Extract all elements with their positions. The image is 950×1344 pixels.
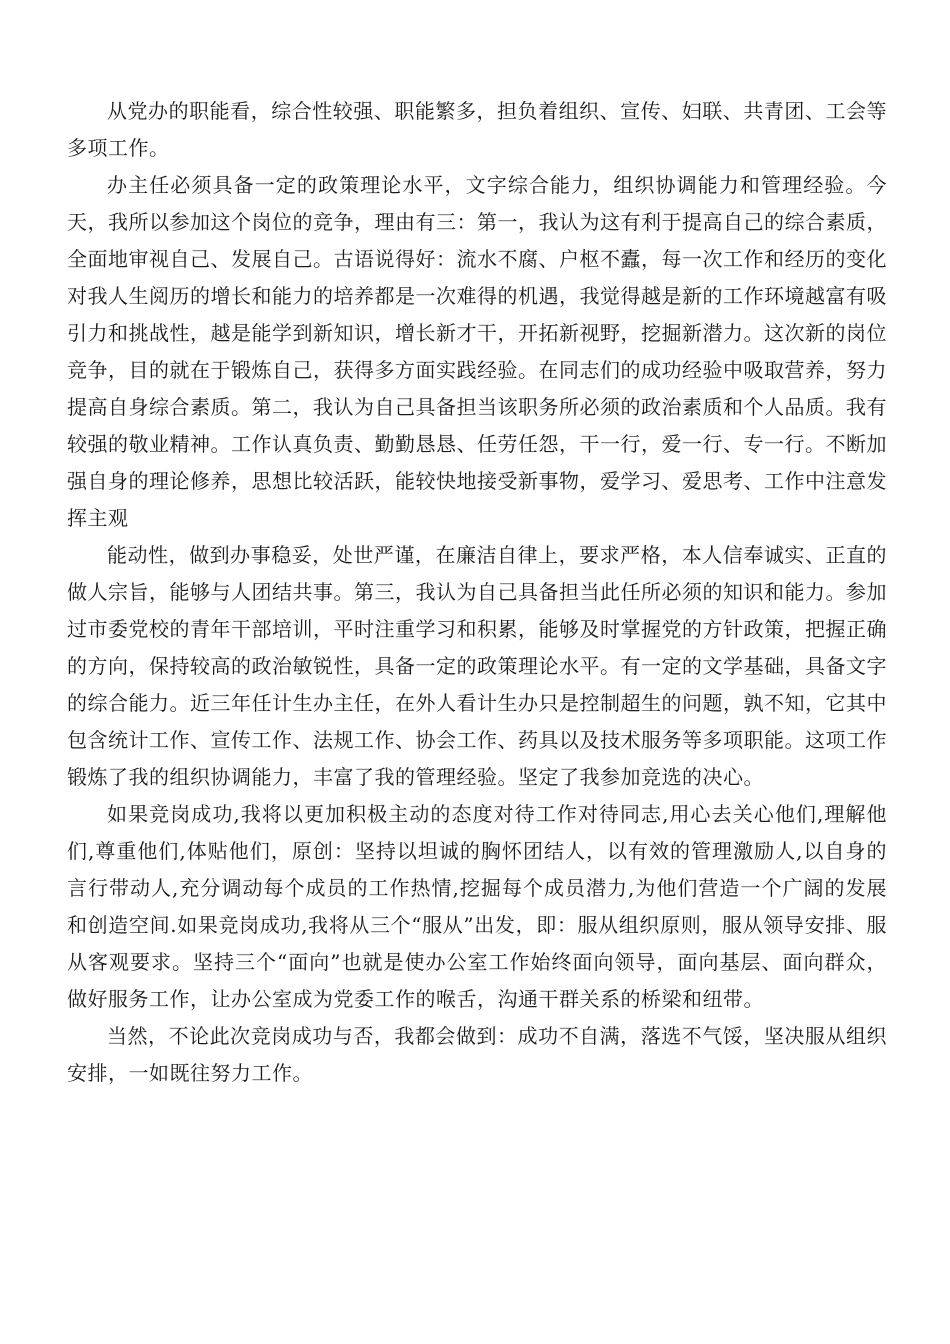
paragraph-4: 如果竞岗成功,我将以更加积极主动的态度对待工作对待同志,用心去关心他们,理解他们,尊重他们,体贴他们，原创：坚持以坦诚的胸怀团结人，以有效的管理激励人,以自身的言行带动人,充分调动每个成员的工作热情,挖掘每个成员潜力,为他们营造一个广阔的发展和创造空间.如果竞岗成功,我将从三个“服从”出发，即：服从组织原则，服从领导安排、服从客观要求。坚持三个“面向”也就是使办公室工作始终面向领导，面向基层、面向群众，做好服务工作，让办公室成为党委工作的喉舌，沟通干群关系的桥梁和纽带。 [67,802,887,1011]
paragraph-2: 办主任必须具备一定的政策理论水平，文字综合能力，组织协调能力和管理经验。今天，我所以参加这个岗位的竞争，理由有三：第一，我认为这有利于提高自己的综合素质，全面地审视自己、发展自己。古语说得好：流水不腐、户枢不蠹，每一次工作和经历的变化对我人生阅历的增长和能力的培养都是一次难得的机遇，我觉得越是新的工作环境越富有吸引力和挑战性，越是能学到新知识，增长新才干，开拓新视野，挖掘新潜力。这次新的岗位竞争，目的就在于锻炼自己，获得多方面实践经验。在同志们的成功经验中吸取营养，努力提高自身综合素质。第二，我认为自己具备担当该职务所必须的政治素质和个人品质。我有较强的敬业精神。工作认真负责、勤勤恳恳、任劳任怨，干一行，爱一行、专一行。不断加强自身的理论修养，思想比较活跃，能较快地接受新事物，爱学习、爱思考、工作中注意发挥主观 [67,173,887,530]
document-body [67,93,887,1092]
paragraph-5: 当然，不论此次竞岗成功与否，我都会做到：成功不自满，落选不气馁，坚决服从组织安排，一如既往努力工作。 [67,1024,887,1085]
paragraph-3: 能动性，做到办事稳妥，处世严谨，在廉洁自律上，要求严格，本人信奉诚实、正直的做人宗旨，能够与人团结共事。第三，我认为自己具备担当此任所必须的知识和能力。参加过市委党校的青年干部培训，平时注重学习和积累，能够及时掌握党的方针政策，把握正确的方向，保持较高的政治敏锐性，具备一定的政策理论水平。有一定的文学基础，具备文字的综合能力。近三年任计生办主任，在外人看计生办只是控制超生的问题，孰不知，它其中包含统计工作、宣传工作、法规工作、协会工作、药具以及技术服务等多项职能。这项工作锻炼了我的组织协调能力，丰富了我的管理经验。坚定了我参加竞选的决心。 [67,543,887,789]
paragraph-1: 从党办的职能看，综合性较强、职能繁多，担负着组织、宣传、妇联、共青团、工会等多项工作。 [67,99,887,160]
